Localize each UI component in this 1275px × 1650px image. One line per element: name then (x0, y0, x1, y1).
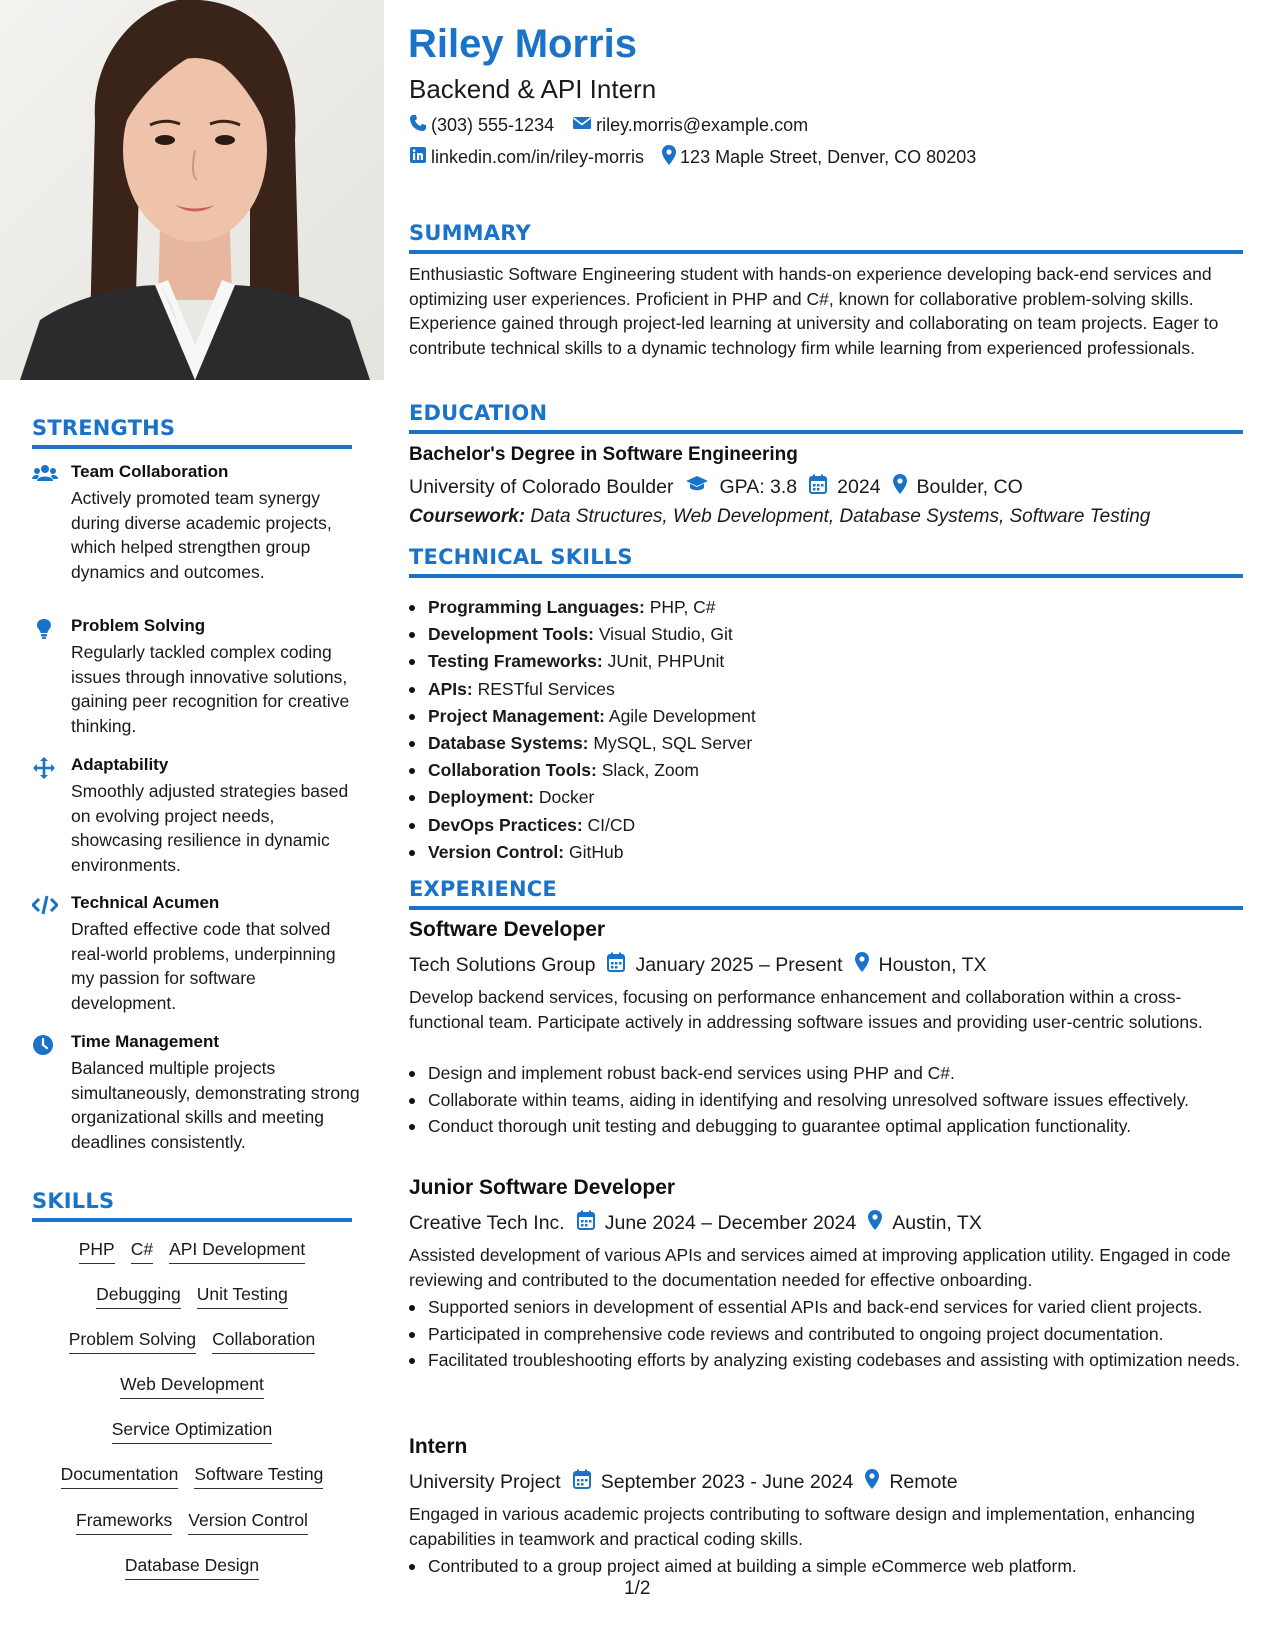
left-column (0, 0, 384, 1650)
skills-heading: SKILLS (32, 1189, 115, 1213)
list-item (409, 621, 1243, 648)
summary-text: Enthusiastic Software Engineering student with hands-on experience developing back-end services and optimizing user experiences. Proficient in PHP and C#, known for collaborative problem-solving skills. Experience gained through project-led learning at university and collaborating on team projects. Eager to contribute technical skills to a dynamic technology firm while learning from experienced professionals. (409, 264, 1219, 358)
linkedin-link[interactable]: linkedin.com/in/riley-morris (431, 147, 645, 167)
skill-tag: Frameworks (76, 1510, 172, 1535)
skill-row (32, 1374, 352, 1399)
skill-tag: Problem Solving (69, 1329, 196, 1354)
job-title: Junior Software Developer (409, 1176, 676, 1199)
job-title: Software Developer (409, 918, 606, 941)
skill-tag: Collaboration (212, 1329, 315, 1354)
list-item (409, 676, 1243, 703)
skill-tag: Database Design (125, 1555, 259, 1580)
job-summary: Develop backend services, focusing on performance enhancement and collaboration within a cross-functional team. Participate actively in addressing software issues and providing user-centric solutions. (409, 987, 1203, 1032)
skill-value: Docker (538, 787, 595, 808)
coursework-label: Coursework: (409, 506, 526, 527)
job-dates: June 2024 – December 2024 (604, 1211, 857, 1234)
job-title: Intern (409, 1435, 468, 1458)
email-link[interactable]: riley.morris@example.com (596, 115, 809, 135)
strength-item (32, 755, 352, 885)
list-item (409, 812, 1243, 839)
strength-item (32, 462, 352, 602)
skill-tag: Documentation (61, 1464, 179, 1489)
skill-label: APIs: (428, 678, 473, 699)
job-meta (409, 1210, 982, 1236)
skill-value: JUnit, PHPUnit (607, 651, 725, 672)
skill-value: Agile Development (608, 705, 756, 726)
strength-desc: Balanced multiple projects simultaneously, demonstrating strong organizational skills and meeting deadlines consistently. (71, 1058, 360, 1152)
school-location: Boulder, CO (916, 475, 1023, 498)
skill-row (32, 1419, 352, 1444)
experience-rule (409, 906, 1243, 910)
page-number: 1/2 (624, 1578, 651, 1599)
list-item (409, 648, 1243, 675)
calendar-icon (809, 474, 827, 500)
contact-row (409, 114, 808, 137)
users-icon (32, 464, 58, 486)
skill-value: CI/CD (587, 814, 636, 835)
strength-item (32, 616, 352, 746)
summary-rule (409, 250, 1243, 254)
degree-title: Bachelor's Degree in Software Engineering (409, 444, 798, 465)
skill-label: Programming Languages: (428, 597, 645, 617)
job-bullets (409, 1061, 1243, 1141)
candidate-role: Backend & API Intern (409, 74, 657, 104)
location-pin-icon (662, 145, 676, 170)
skill-tag: Software Testing (194, 1464, 323, 1489)
strengths-rule (32, 445, 352, 449)
clock-icon (32, 1034, 58, 1056)
school-name: University of Colorado Boulder (409, 475, 674, 498)
contact-row (409, 145, 976, 170)
skill-label: Development Tools: (428, 624, 594, 645)
technical-skills-heading: TECHNICAL SKILLS (409, 545, 633, 569)
skill-label: Project Management: (428, 705, 605, 726)
skill-value: RESTful Services (477, 678, 615, 699)
address-text: 123 Maple Street, Denver, CO 80203 (680, 147, 977, 167)
education-heading: EDUCATION (409, 401, 548, 425)
job-bullets (409, 1554, 1243, 1581)
skill-value: Visual Studio, Git (598, 624, 733, 645)
list-item (409, 839, 1243, 866)
location-pin-icon (855, 952, 869, 978)
strength-item (32, 893, 352, 1023)
candidate-name: Riley Morris (408, 22, 637, 66)
job-bullets (409, 1295, 1243, 1375)
skill-tag: Service Optimization (112, 1419, 272, 1444)
job-meta (409, 1469, 958, 1495)
job-summary: Engaged in various academic projects contributing to software design and implementation, enhancing capabilities in teamwork and practical coding skills. (409, 1504, 1196, 1549)
skill-row (32, 1284, 352, 1309)
calendar-icon (573, 1469, 591, 1495)
skill-row (32, 1464, 352, 1489)
calendar-icon (607, 952, 625, 978)
skill-row (32, 1329, 352, 1354)
linkedin-icon (409, 146, 427, 169)
job-dates: September 2023 - June 2024 (600, 1470, 854, 1493)
strength-desc: Smoothly adjusted strategies based on evolving project needs, showcasing resilience in dynamic environments. (71, 781, 349, 875)
strength-desc: Regularly tackled complex coding issues through innovative solutions, gaining peer recognition for creative thinking. (71, 642, 350, 736)
education-meta (409, 474, 1023, 500)
education-rule (409, 430, 1243, 434)
list-item: Facilitated troubleshooting efforts by analyzing existing codebases and assisting with optimization needs. (409, 1348, 1243, 1373)
job-location: Houston, TX (878, 953, 987, 976)
skill-value: PHP, C# (649, 597, 716, 617)
company-name: Creative Tech Inc. (409, 1211, 565, 1234)
list-item (409, 757, 1243, 784)
skill-label: Database Systems: (428, 732, 589, 753)
skill-tag: Version Control (188, 1510, 308, 1535)
list-item: Conduct thorough unit testing and debugging to guarantee optimal application functionality. (409, 1114, 1243, 1139)
skill-tag: PHP (79, 1239, 115, 1264)
summary-heading: SUMMARY (409, 221, 531, 245)
skill-value: Slack, Zoom (601, 760, 699, 781)
strength-title: Adaptability (71, 755, 169, 774)
strength-title: Technical Acumen (71, 893, 220, 912)
code-icon (32, 895, 58, 917)
strength-title: Time Management (71, 1032, 220, 1051)
email-icon (572, 115, 592, 136)
skill-row (32, 1510, 352, 1535)
company-name: University Project (409, 1470, 561, 1493)
job-dates: January 2025 – Present (635, 953, 843, 976)
skill-tag: Debugging (96, 1284, 181, 1309)
list-item (409, 594, 1243, 621)
job-location: Austin, TX (892, 1211, 982, 1234)
skill-label: DevOps Practices: (428, 814, 583, 835)
calendar-icon (577, 1210, 595, 1236)
list-item: Design and implement robust back-end services using PHP and C#. (409, 1061, 1243, 1086)
coursework-list: Data Structures, Web Development, Database Systems, Software Testing (530, 506, 1151, 527)
phone-icon (409, 114, 427, 137)
strength-title: Team Collaboration (71, 462, 229, 481)
graduation-cap-icon (685, 475, 709, 499)
skill-value: GitHub (569, 841, 624, 862)
company-name: Tech Solutions Group (409, 953, 596, 976)
job-summary: Assisted development of various APIs and services aimed at improving application utility. Engaged in code reviewing and contributed to the documentation needed for effective onboarding. (409, 1245, 1231, 1290)
location-pin-icon (893, 474, 907, 500)
skill-label: Collaboration Tools: (428, 760, 597, 781)
graduation-year: 2024 (837, 475, 881, 498)
lightbulb-icon (32, 618, 58, 640)
location-pin-icon (865, 1469, 879, 1495)
phone-text[interactable]: (303) 555-1234 (431, 115, 555, 135)
list-item: Collaborate within teams, aiding in identifying and resolving unresolved software issues effectively. (409, 1088, 1243, 1113)
skill-row (32, 1555, 352, 1580)
skill-label: Testing Frameworks: (428, 651, 603, 672)
skill-row (32, 1239, 352, 1264)
list-item (409, 703, 1243, 730)
experience-heading: EXPERIENCE (409, 877, 557, 901)
skill-label: Deployment: (428, 787, 534, 808)
skill-label: Version Control: (428, 841, 565, 862)
list-item: Participated in comprehensive code reviews and contributed to ongoing project documentation. (409, 1322, 1243, 1347)
location-pin-icon (868, 1210, 882, 1236)
technical-skills-list (409, 594, 1243, 866)
list-item: Contributed to a group project aimed at building a simple eCommerce web platform. (409, 1554, 1243, 1579)
skill-value: MySQL, SQL Server (593, 732, 753, 753)
skill-tag: Unit Testing (197, 1284, 288, 1309)
strength-desc: Actively promoted team synergy during diverse academic projects, which helped strengthen group dynamics and outcomes. (71, 488, 332, 582)
gpa-text: GPA: 3.8 (719, 475, 798, 498)
strength-title: Problem Solving (71, 616, 206, 635)
arrows-move-icon (32, 757, 58, 779)
technical-skills-rule (409, 574, 1243, 578)
skills-rule (32, 1218, 352, 1222)
list-item (409, 730, 1243, 757)
strength-item (32, 1032, 360, 1162)
coursework-line (409, 506, 1150, 528)
skill-tag: API Development (169, 1239, 305, 1264)
strengths-heading: STRENGTHS (32, 416, 176, 440)
list-item: Supported seniors in development of essential APIs and back-end services for varied client projects. (409, 1295, 1243, 1320)
strength-desc: Drafted effective code that solved real-world problems, underpinning my passion for software development. (71, 919, 336, 1013)
job-meta (409, 952, 987, 978)
profile-photo (0, 0, 384, 380)
list-item (409, 784, 1243, 811)
skill-tag: Web Development (120, 1374, 264, 1399)
job-location: Remote (889, 1470, 958, 1493)
skill-tag: C# (131, 1239, 153, 1264)
